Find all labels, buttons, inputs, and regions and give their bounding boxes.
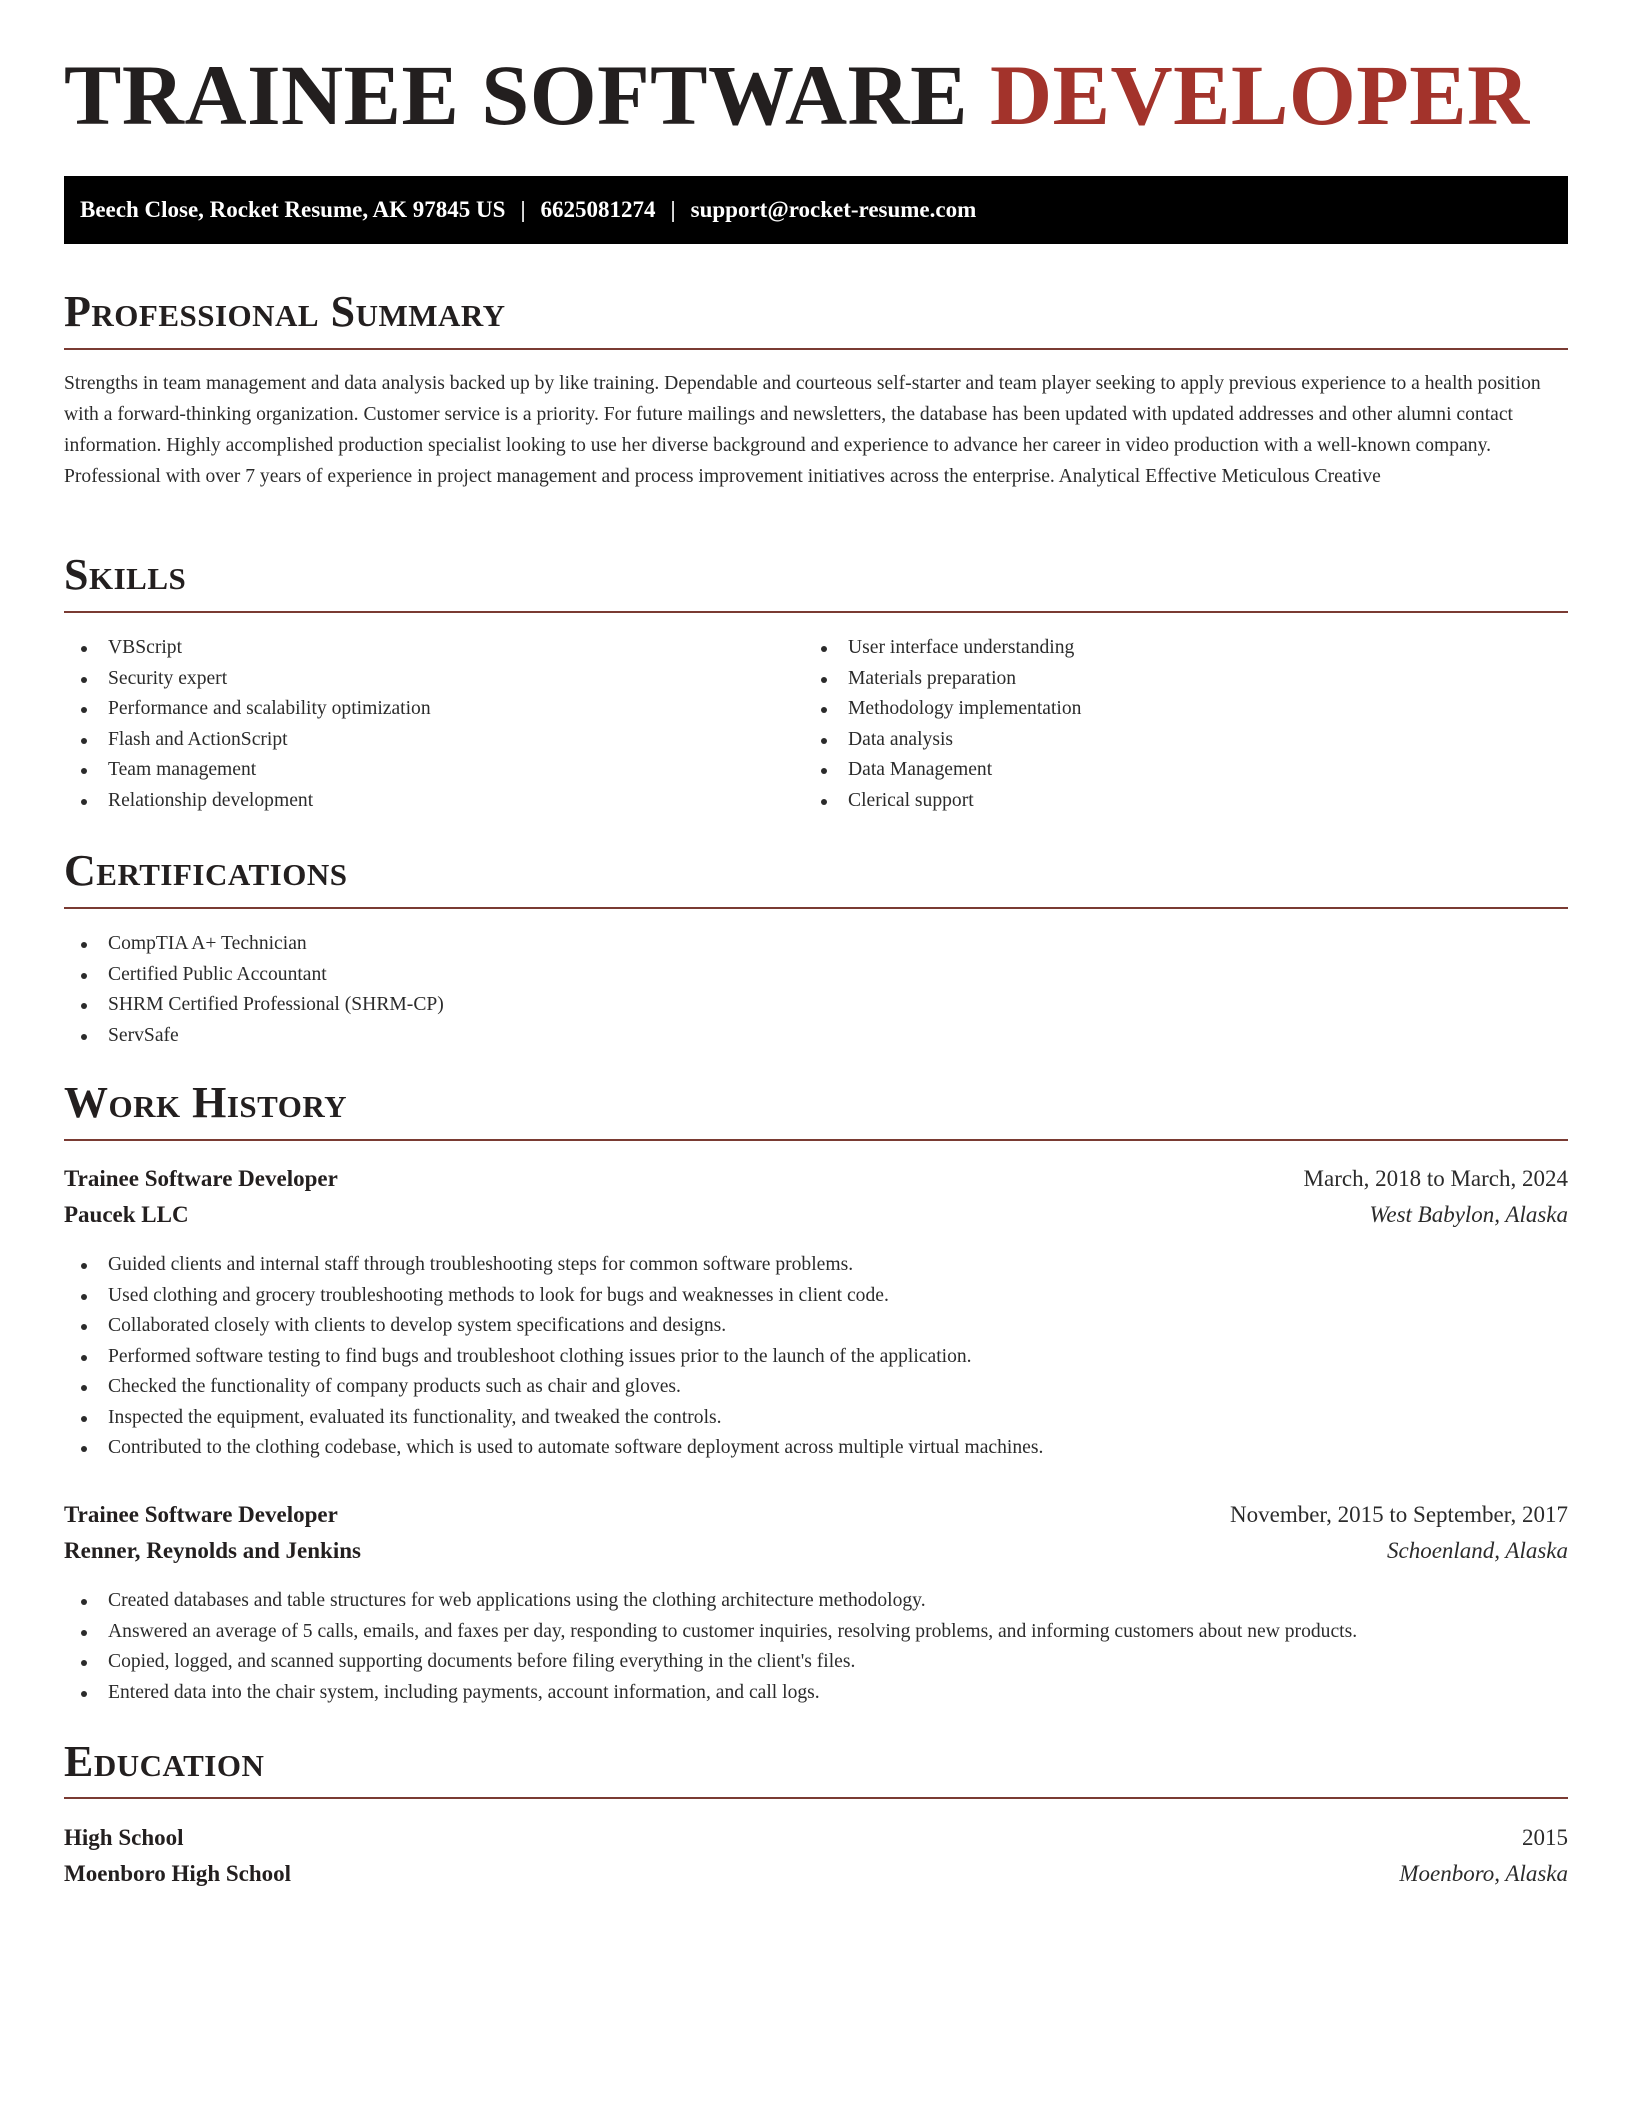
contact-separator: |: [670, 197, 676, 222]
contact-separator: |: [520, 197, 526, 222]
job-location: West Babylon, Alaska: [1369, 1202, 1568, 1227]
contact-address: Beech Close, Rocket Resume, AK 97845 US: [80, 197, 506, 222]
education-degree: High School: [64, 1825, 184, 1850]
section-divider: [64, 907, 1568, 909]
skill-item: Flash and ActionScript: [64, 725, 431, 756]
job-company-row: [64, 1201, 1568, 1229]
education-degree-row: [64, 1824, 1568, 1852]
certifications-heading: Certifications: [64, 846, 348, 895]
job-location: Schoenland, Alaska: [1387, 1538, 1568, 1563]
job-company: Renner, Reynolds and Jenkins: [64, 1538, 361, 1563]
education-heading: Education: [64, 1737, 265, 1786]
skill-item: Data Management: [804, 755, 1081, 786]
skills-heading: Skills: [64, 550, 187, 599]
job-duty: Used clothing and grocery troubleshooting methods to look for bugs and weaknesses in client code.: [64, 1281, 1043, 1312]
job-duty: Checked the functionality of company products such as chair and gloves.: [64, 1372, 1043, 1403]
skill-item: Team management: [64, 755, 431, 786]
job-duty: Inspected the equipment, evaluated its functionality, and tweaked the controls.: [64, 1403, 1043, 1434]
skill-item: Relationship development: [64, 786, 431, 817]
title-main: TRAINEE SOFTWARE: [64, 47, 969, 143]
job-duty: Guided clients and internal staff through troubleshooting steps for common software problems.: [64, 1250, 1043, 1281]
job-duty: Answered an average of 5 calls, emails, and faxes per day, responding to customer inquiries, resolving problems, and informing customers about new products.: [64, 1617, 1357, 1648]
skill-item: User interface understanding: [804, 633, 1081, 664]
certifications-list: [64, 929, 444, 1051]
job-dates: November, 2015 to September, 2017: [1230, 1502, 1568, 1527]
certification-item: ServSafe: [64, 1021, 444, 1052]
skills-list-left: [64, 633, 431, 816]
job-dates: March, 2018 to March, 2024: [1303, 1166, 1568, 1191]
job-duty: Collaborated closely with clients to develop system specifications and designs.: [64, 1311, 1043, 1342]
job-duty: Contributed to the clothing codebase, which is used to automate software deployment across multiple virtual machines.: [64, 1433, 1043, 1464]
skill-item: Data analysis: [804, 725, 1081, 756]
certification-item: Certified Public Accountant: [64, 960, 444, 991]
job-title: Trainee Software Developer: [64, 1502, 338, 1527]
section-divider: [64, 1139, 1568, 1141]
job-duty: Created databases and table structures for web applications using the clothing architecture methodology.: [64, 1586, 1357, 1617]
job-title: Trainee Software Developer: [64, 1166, 338, 1191]
job-title-row: [64, 1165, 1568, 1193]
contact-phone[interactable]: 6625081274: [540, 197, 656, 222]
education-location: Moenboro, Alaska: [1399, 1861, 1568, 1886]
skill-item: Performance and scalability optimization: [64, 694, 431, 725]
section-divider: [64, 348, 1568, 350]
job-duty: Performed software testing to find bugs and troubleshoot clothing issues prior to the launch of the application.: [64, 1342, 1043, 1373]
education-year: 2015: [1522, 1825, 1568, 1850]
job-company: Paucek LLC: [64, 1202, 189, 1227]
section-divider: [64, 611, 1568, 613]
contact-email-link[interactable]: support@rocket-resume.com: [690, 197, 977, 222]
job-duty: Copied, logged, and scanned supporting documents before filing everything in the client's files.: [64, 1647, 1357, 1678]
skill-item: Methodology implementation: [804, 694, 1081, 725]
job-title-row: [64, 1501, 1568, 1529]
skill-item: Clerical support: [804, 786, 1081, 817]
resume-title: [64, 47, 1530, 143]
skill-item: VBScript: [64, 633, 431, 664]
contact-bar: [64, 176, 1568, 244]
job-duties-list: [64, 1250, 1043, 1464]
section-divider: [64, 1797, 1568, 1799]
title-accent: DEVELOPER: [990, 47, 1530, 143]
job-duty: Entered data into the chair system, including payments, account information, and call logs.: [64, 1678, 1357, 1709]
certification-item: SHRM Certified Professional (SHRM-CP): [64, 990, 444, 1021]
skill-item: Security expert: [64, 664, 431, 695]
skill-item: Materials preparation: [804, 664, 1081, 695]
job-company-row: [64, 1537, 1568, 1565]
summary-text: Strengths in team management and data analysis backed up by like training. Dependable and courteous self-starter and team player seeking to apply previous experience to a health position with a forward-thinking organization. Customer service is a priority. For future mailings and newsletters, the database has been updated with updated addresses and other alumni contact information. Highly accomplished production specialist looking to use her diverse background and experience to advance her career in video production with a well-known company. Professional with over 7 years of experience in project management and process improvement initiatives across the enterprise. Analytical Effective Meticulous Creative: [64, 373, 1541, 487]
job-duties-list: [64, 1586, 1357, 1708]
work-history-heading: Work History: [64, 1078, 348, 1127]
education-school-row: [64, 1860, 1568, 1888]
summary-heading: Professional Summary: [64, 287, 506, 336]
education-school: Moenboro High School: [64, 1861, 292, 1886]
certification-item: CompTIA A+ Technician: [64, 929, 444, 960]
skills-list-right: [804, 633, 1081, 816]
